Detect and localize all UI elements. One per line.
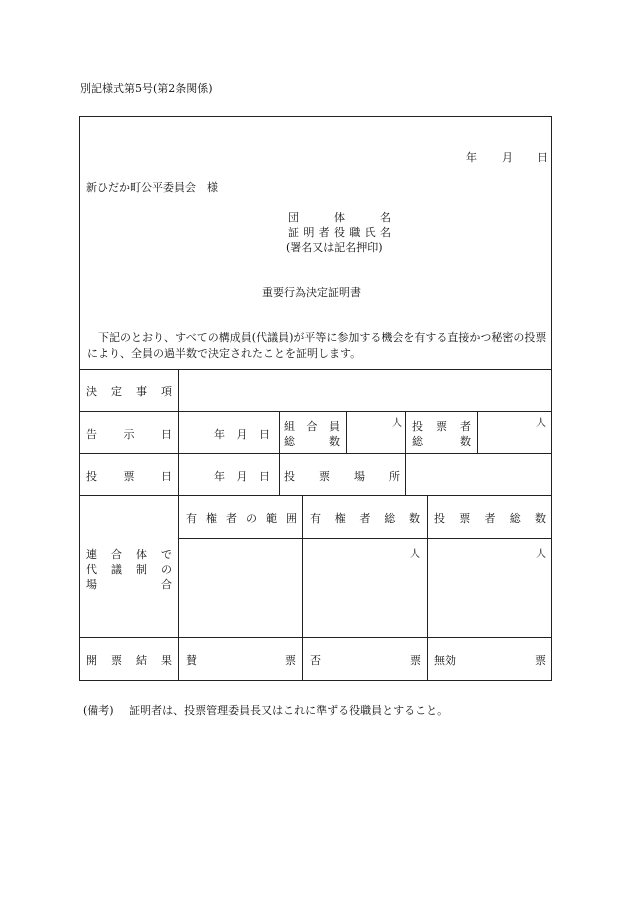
no-label: 否 (310, 654, 321, 667)
notice-date-col-divider (279, 411, 280, 495)
remark-text: 証明者は、投票管理委員長又はこれに準ずる役職員とすること。 (129, 704, 449, 717)
voter-total-label-1: 投 票 者 (412, 420, 471, 433)
no-unit: 票 (410, 654, 421, 667)
form-number-title: 別記様式第5号(第2条関係) (80, 82, 213, 95)
row-divider-3 (79, 495, 552, 496)
row-divider-2 (79, 453, 552, 454)
lower-col-divider-2 (427, 495, 428, 681)
addressee: 新ひだか町公平委員会 様 (86, 181, 218, 194)
union-total-label-1: 組 合 員 (284, 420, 340, 433)
union-total-label-2: 総 数 (284, 435, 340, 448)
voter-total-unit: 人 (536, 418, 546, 429)
notice-date-label: 告 示 日 (86, 428, 172, 441)
eligible-unit: 人 (410, 549, 420, 560)
table-top-border (79, 369, 552, 370)
group-name-label: 団 体 名 (288, 211, 391, 224)
voter-value-divider (477, 411, 478, 453)
eligible-total-header: 有 権 者 総 数 (310, 512, 420, 525)
label-column-divider (178, 369, 179, 681)
remark (83, 702, 448, 718)
vote-place-label: 投 票 場 所 (284, 470, 400, 483)
signature-note: (署名又は記名押印) (286, 241, 383, 254)
yes-label: 賛 (186, 654, 197, 667)
eligible-range-header: 有 権 者 の 範 囲 (186, 512, 297, 525)
voter-total-label-2: 総 数 (412, 435, 471, 448)
result-label: 開 票 結 果 (86, 654, 172, 667)
delegate-case-label-3: 場 合 (86, 578, 172, 591)
decision-matter-label: 決 定 事 項 (86, 385, 172, 398)
certifier-title-name-label: 証 明 者 役 職 氏 名 (288, 226, 391, 239)
row-divider-4 (179, 538, 552, 539)
invalid-unit: 票 (535, 654, 546, 667)
invalid-label: 無効 (434, 654, 456, 667)
union-col-divider (405, 411, 406, 495)
certification-statement: 下記のとおり、すべての構成員(代議員)が平等に参加する機会を有する直接かつ秘密の投票により、全員の過半数で決定されたことを証明します。 (87, 331, 547, 360)
row-divider-1 (79, 411, 552, 412)
vote-date-value: 年 月 日 (214, 470, 270, 483)
document-title: 重要行為決定証明書 (262, 286, 361, 299)
delegate-case-label-1: 連 合 体 で (86, 548, 172, 561)
yes-unit: 票 (285, 654, 296, 667)
voter-unit: 人 (536, 549, 546, 560)
union-value-divider (346, 411, 347, 453)
vote-date-label: 投 票 日 (86, 470, 172, 483)
date-year: 年 (466, 151, 477, 164)
remark-label: (備考) (83, 704, 114, 717)
row-divider-5 (79, 637, 552, 638)
union-total-unit: 人 (392, 418, 402, 429)
lower-col-divider-1 (302, 495, 303, 681)
delegate-case-label-2: 代 議 制 の (86, 563, 172, 576)
notice-date-value: 年 月 日 (214, 428, 270, 441)
date-day: 日 (537, 151, 548, 164)
date-month: 月 (502, 151, 513, 164)
voter-count-header: 投 票 者 総 数 (434, 512, 546, 525)
